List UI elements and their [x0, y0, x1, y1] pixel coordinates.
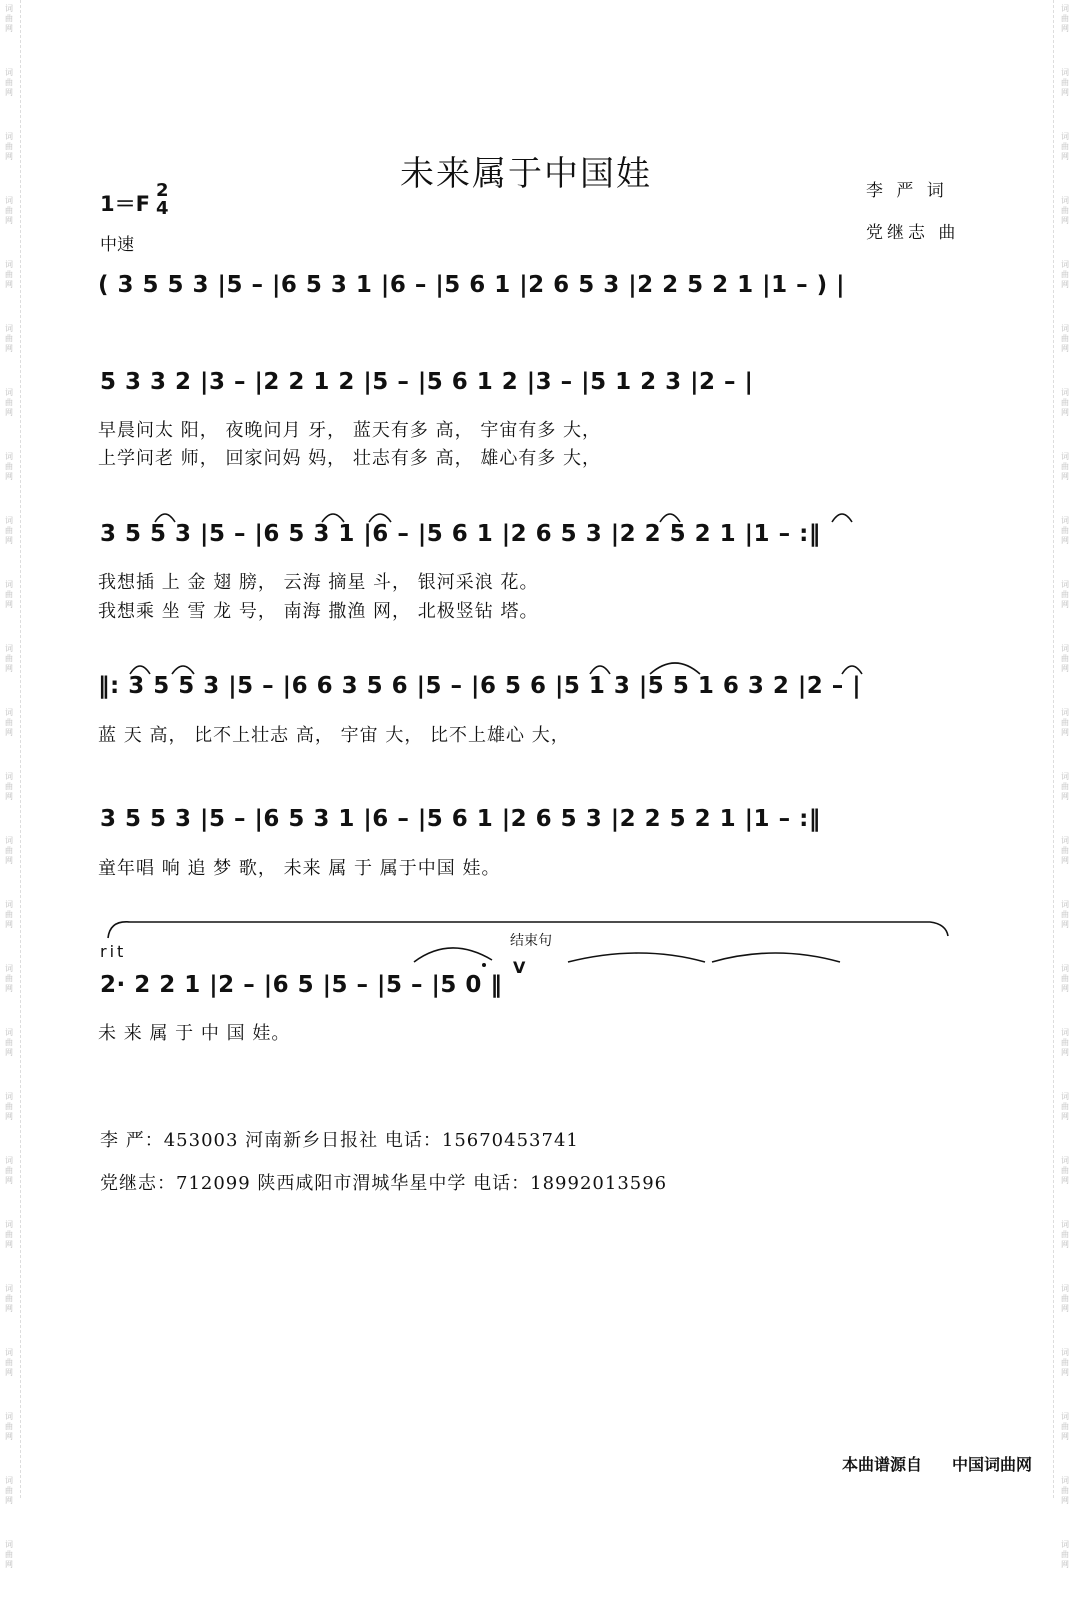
footer-site-link[interactable]: 中国词曲网: [952, 1455, 1033, 1474]
song-title: 未来属于中国娃: [400, 154, 652, 194]
score-row-intro: ( 3 5 5 3 |5 – |6 5 3 1 |6 – |5 6 1 |2 6 5 3 |2 2 5 2 1 |1 – ) |: [98, 272, 846, 298]
time-signature-bottom: 4: [156, 198, 169, 219]
contact-lyricist: 李 严：453003 河南新乡日报社 电话：15670453741: [100, 1130, 579, 1151]
score-row-1: 5 3 3 2 |3 – |2 2 1 2 |5 – |5 6 1 2 |3 – |5 1 2 3 |2 – |: [100, 369, 754, 395]
score-row-4: 3 5 5 3 |5 – |6 5 3 1 |6 – |5 6 1 |2 6 5 3 |2 2 5 2 1 |1 – :‖: [100, 806, 821, 832]
left-watermark-strip: 词 曲 网 词 曲 网 词 曲 网 词 曲 网 词 曲 网 词 曲 网 词 曲 网 词 曲 网 词 曲 网 词 曲 网 词 曲 网 词 曲 网 词 曲 网 词 曲 网 词 曲 网 词 曲 网 词 曲 网 词 曲 网 词 曲 网 词 曲 网 词 曲 网 词 曲 网 词 曲 网 词 曲 网 词 曲 网: [5, 4, 13, 1569]
lyricist-credit: 李 严 词: [866, 181, 948, 201]
lyric-row-4: 童年唱 响 追 梦 歌， 未来 属 于 属于中国 娃。: [98, 858, 501, 879]
score-row-ending: 2· 2 2 1 |2 – |6 5 |5 – |5 – |5 0 ‖: [100, 972, 503, 998]
breath-mark: V: [513, 958, 526, 977]
contact-composer: 党继志：712099 陕西咸阳市渭城华星中学 电话：18992013596: [100, 1173, 668, 1194]
score-row-3: ‖: 3 5 5 3 |5 – |6 6 3 5 6 |5 – |6 5 6 |5 1 3 |5 5 1 6 3 2 |2 – |: [98, 673, 862, 699]
rit-marking: rit: [100, 942, 127, 961]
right-watermark-strip: 词 曲 网 词 曲 网 词 曲 网 词 曲 网 词 曲 网 词 曲 网 词 曲 网 词 曲 网 词 曲 网 词 曲 网 词 曲 网 词 曲 网 词 曲 网 词 曲 网 词 曲 网 词 曲 网 词 曲 网 词 曲 网 词 曲 网 词 曲 网 词 曲 网 词 曲 网 词 曲 网 词 曲 网 词 曲 网: [1061, 4, 1069, 1569]
ending-label: 结束句: [510, 933, 552, 949]
score-row-2: 3 5 5 3 |5 – |6 5 3 1 |6 – |5 6 1 |2 6 5 3 |2 2 5 2 1 |1 – :‖: [100, 521, 821, 547]
lyric-row-3: 蓝 天 高， 比不上壮志 高， 宇宙 大， 比不上雄心 大，: [98, 725, 570, 746]
lyric-row-1-verse-1: 早晨问太 阳， 夜晚问月 牙， 蓝天有多 高， 宇宙有多 大，: [98, 420, 602, 441]
footer-source-label: 本曲谱源自: [842, 1455, 923, 1474]
lyric-row-1-verse-2: 上学问老 师， 回家问妈 妈， 壮志有多 高， 雄心有多 大，: [98, 448, 602, 469]
tempo-marking: 中速: [100, 235, 134, 255]
key-signature: 1＝F: [100, 192, 150, 216]
time-signature-top: 2: [156, 180, 169, 201]
composer-credit: 党继志 曲: [866, 223, 960, 243]
lyric-row-2-verse-1: 我想插 上 金 翅 膀， 云海 摘星 斗， 银河采浪 花。: [98, 572, 539, 593]
lyric-row-ending: 未 来 属 于 中 国 娃。: [98, 1023, 291, 1044]
lyric-row-2-verse-2: 我想乘 坐 雪 龙 号， 南海 撒渔 网， 北极竖钻 塔。: [98, 601, 539, 622]
